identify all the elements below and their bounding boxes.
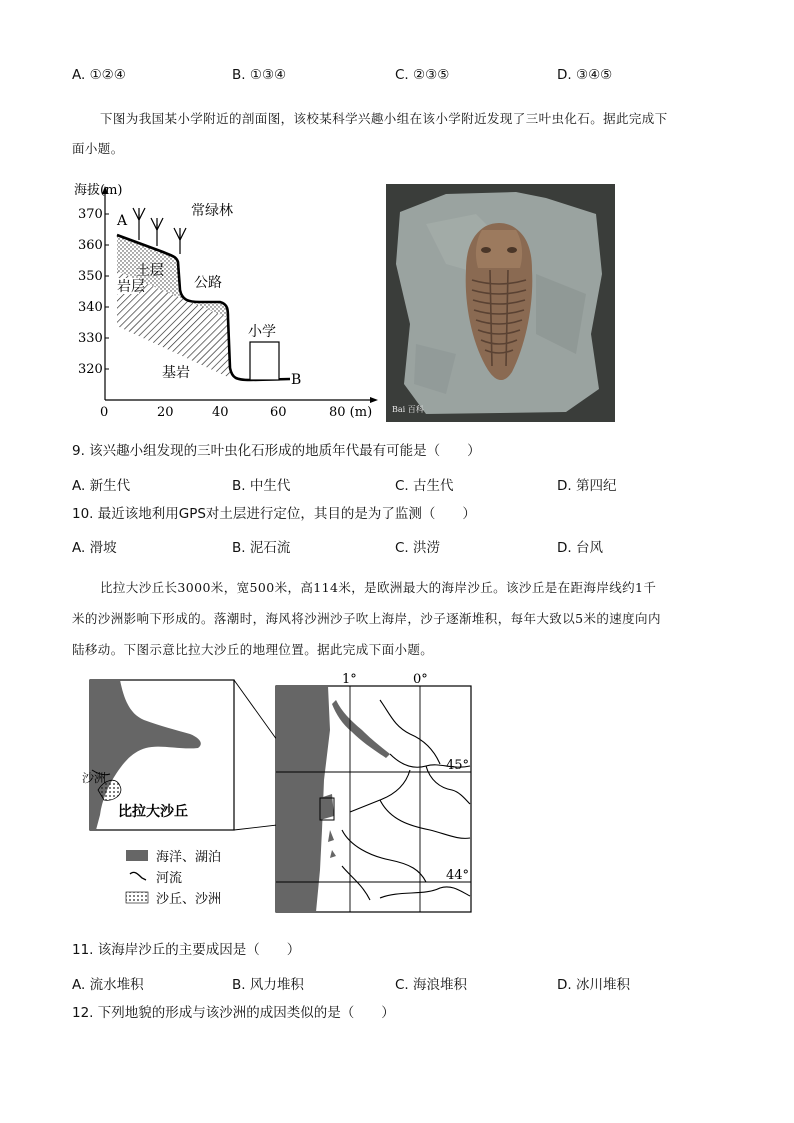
option-c: C. ②③⑤ <box>395 67 450 83</box>
forest-label: 常绿林 <box>191 203 233 219</box>
q10-option-b: B. 泥石流 <box>232 540 291 556</box>
q12-stem: 12. 下列地貌的形成与该沙洲的成因类似的是（ ） <box>72 1005 395 1021</box>
rock-label: 岩层 <box>117 279 145 295</box>
y-axis-label: 海拔(m) <box>74 183 123 198</box>
profile-diagram <box>70 178 380 423</box>
photo-watermark: Bai 百科 <box>392 405 424 414</box>
q11-stem: 11. 该海岸沙丘的主要成因是（ ） <box>72 942 301 958</box>
q11-option-b: B. 风力堆积 <box>232 977 304 993</box>
y-tick: 340 <box>78 300 103 315</box>
q10-stem: 10. 最近该地利用GPS对土层进行定位，其目的是为了监测（ ） <box>72 506 476 522</box>
intro2-line3: 陆移动。下图示意比拉大沙丘的地理位置。据此完成下面小题。 <box>72 642 434 657</box>
y-tick: 370 <box>78 207 103 222</box>
q11-option-a: A. 流水堆积 <box>72 977 144 993</box>
intro1-line1: 下图为我国某小学附近的剖面图，该校某科学兴趣小组在该小学附近发现了三叶虫化石。据此完成下 <box>100 111 668 126</box>
point-b-label: B <box>291 372 302 388</box>
q9-option-c: C. 古生代 <box>395 478 454 494</box>
y-tick: 320 <box>78 362 103 377</box>
q9-option-d: D. 第四纪 <box>557 478 617 494</box>
x-tick: 40 <box>212 405 229 420</box>
lon-1-label: 1° <box>342 672 357 687</box>
point-a-label: A <box>117 213 128 229</box>
x-tick: 20 <box>157 405 174 420</box>
trilobite-photo <box>386 184 615 422</box>
legend-river: 河流 <box>156 871 183 886</box>
option-b: B. ①③④ <box>232 67 287 83</box>
q11-option-c: C. 海浪堆积 <box>395 977 468 993</box>
q10-option-a: A. 滑坡 <box>72 540 117 556</box>
x-tick: 0 <box>100 405 109 420</box>
intro2-line1: 比拉大沙丘长3000米，宽500米，高114米，是欧洲最大的海岸沙丘。该沙丘是在距海岸线约1千 <box>100 580 657 595</box>
q9-stem: 9. 该兴趣小组发现的三叶虫化石形成的地质年代最有可能是（ ） <box>72 443 481 459</box>
option-a: A. ①②④ <box>72 67 126 83</box>
y-tick: 330 <box>78 331 103 346</box>
q10-option-c: C. 洪涝 <box>395 540 441 556</box>
soil-label: 土层 <box>136 263 164 279</box>
option-d: D. ③④⑤ <box>557 67 613 83</box>
road-label: 公路 <box>194 275 222 291</box>
inset-shazhou-label: 沙洲 <box>82 771 107 785</box>
school-label: 小学 <box>248 324 276 340</box>
q9-option-b: B. 中生代 <box>232 478 291 494</box>
x-tick: 80 (m) <box>329 405 373 420</box>
y-tick: 350 <box>78 269 103 284</box>
location-map <box>80 670 475 915</box>
intro2-line2: 米的沙洲影响下形成的。落潮时，海风将沙洲沙子吹上海岸，沙子逐渐堆积，每年大致以5米的速度向内 <box>72 611 661 626</box>
legend-ocean: 海洋、湖泊 <box>156 850 222 865</box>
q10-option-d: D. 台风 <box>557 540 603 556</box>
q9-option-a: A. 新生代 <box>72 478 131 494</box>
bedrock-label: 基岩 <box>162 365 190 381</box>
inset-dune-label: 比拉大沙丘 <box>118 804 188 820</box>
legend-dune: 沙丘、沙洲 <box>156 892 222 907</box>
y-tick: 360 <box>78 238 103 253</box>
lat-44-label: 44° <box>446 868 470 883</box>
lat-45-label: 45° <box>446 758 470 773</box>
lon-0-label: 0° <box>413 672 428 687</box>
q11-option-d: D. 冰川堆积 <box>557 977 630 993</box>
x-tick: 60 <box>270 405 287 420</box>
intro1-line2: 面小题。 <box>72 141 124 156</box>
